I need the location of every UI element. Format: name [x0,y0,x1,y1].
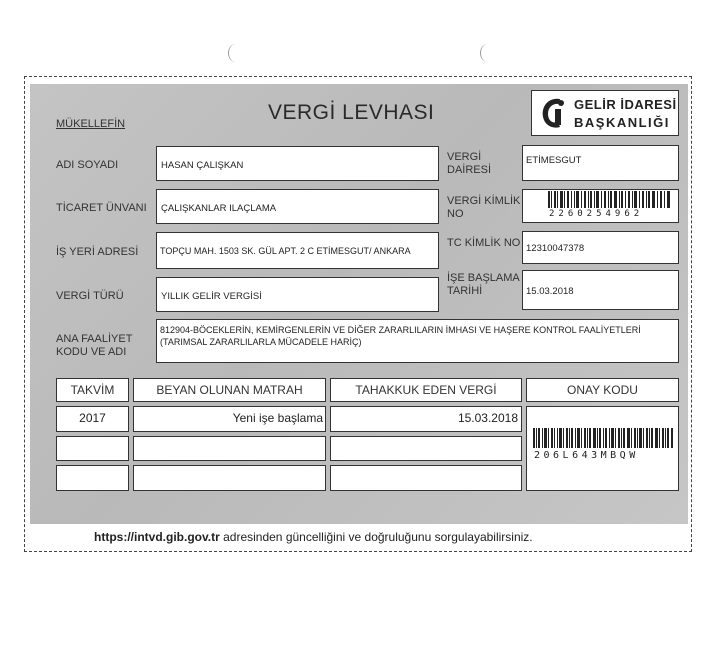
row1-tahakkuk: 15.03.2018 [330,406,522,432]
start-date-value: 15.03.2018 [526,286,574,297]
section-label: MÜKELLEFİN [56,118,126,130]
header-beyan-matrah: BEYAN OLUNAN MATRAH [133,378,326,402]
logo-text-line1: GELİR İDARESİ [574,97,677,112]
start-date-label-line2: TARİHİ [447,285,483,297]
gib-logo-icon [540,95,566,131]
header-tahakkuk-vergi: TAHAKKUK EDEN VERGİ [330,378,522,402]
tax-id-barcode [548,191,670,208]
row2-matrah [133,436,326,461]
approval-code-value: 206L643MBQW [534,450,639,461]
row1-matrah: Yeni işe başlama [133,406,326,432]
tax-id-value: 2260254962 [549,209,644,219]
tax-office-label-line2: DAİRESİ [447,164,492,176]
address-label: İŞ YERİ ADRESİ [56,246,139,258]
trade-name-value: ÇALIŞKANLAR ILAÇLAMA [161,203,277,214]
logo-text-line2: BAŞKANLIĞI [574,115,670,130]
tc-id-label: TC KİMLİK NO [447,237,521,249]
activity-label-line1: ANA FAALİYET [56,333,133,345]
row3-tahakkuk [330,465,522,491]
approval-code-box [526,406,679,491]
row1-year: 2017 [56,406,129,432]
verification-text: adresinden güncelliğini ve doğruluğunu sorgulayabilirsiniz. [219,530,533,544]
trade-name-label: TİCARET ÜNVANI [56,202,147,214]
approval-barcode [533,428,673,448]
verification-url[interactable]: https://intvd.gib.gov.tr [94,530,220,544]
name-label: ADI SOYADI [56,159,119,171]
row2-tahakkuk [330,436,522,461]
row3-matrah [133,465,326,491]
header-onay-kodu: ONAY KODU [526,378,679,402]
activity-label-line2: KODU VE ADI [56,346,127,358]
row3-year [56,465,129,491]
gib-logo [531,90,679,136]
activity-value-line2: (TARIMSAL ZARARLILARLA MÜCADELE HARİÇ) [160,337,362,347]
tax-id-label-line2: NO [447,208,464,220]
tc-id-value: 12310047378 [526,243,585,254]
tax-type-label: VERGİ TÜRÜ [56,290,124,302]
document-title: VERGİ LEVHASI [268,101,435,124]
tax-office-value: ETİMESGUT [526,155,582,166]
verification-note [94,530,533,544]
tax-office-label-line1: VERGİ [447,151,482,163]
activity-value-line1: 812904-BÖCEKLERİN, KEMİRGENLERİN VE DİĞER ZARARLILARIN İMHASI VE HAŞERE KONTROL FAALİYETLERİ [160,325,641,335]
punch-hole-left [228,44,243,62]
address-value: TOPÇU MAH. 1503 SK. GÜL APT. 2 C ETİMESGUT/ ANKARA [160,246,411,256]
start-date-label-line1: İŞE BAŞLAMA [447,272,520,284]
tax-type-value: YILLIK GELİR VERGİSİ [161,291,262,302]
row2-year [56,436,129,461]
header-takvim: TAKVİM [56,378,129,402]
punch-hole-right [480,44,495,62]
tax-id-label-line1: VERGİ KİMLİK [447,195,521,207]
name-value: HASAN ÇALIŞKAN [161,160,244,171]
